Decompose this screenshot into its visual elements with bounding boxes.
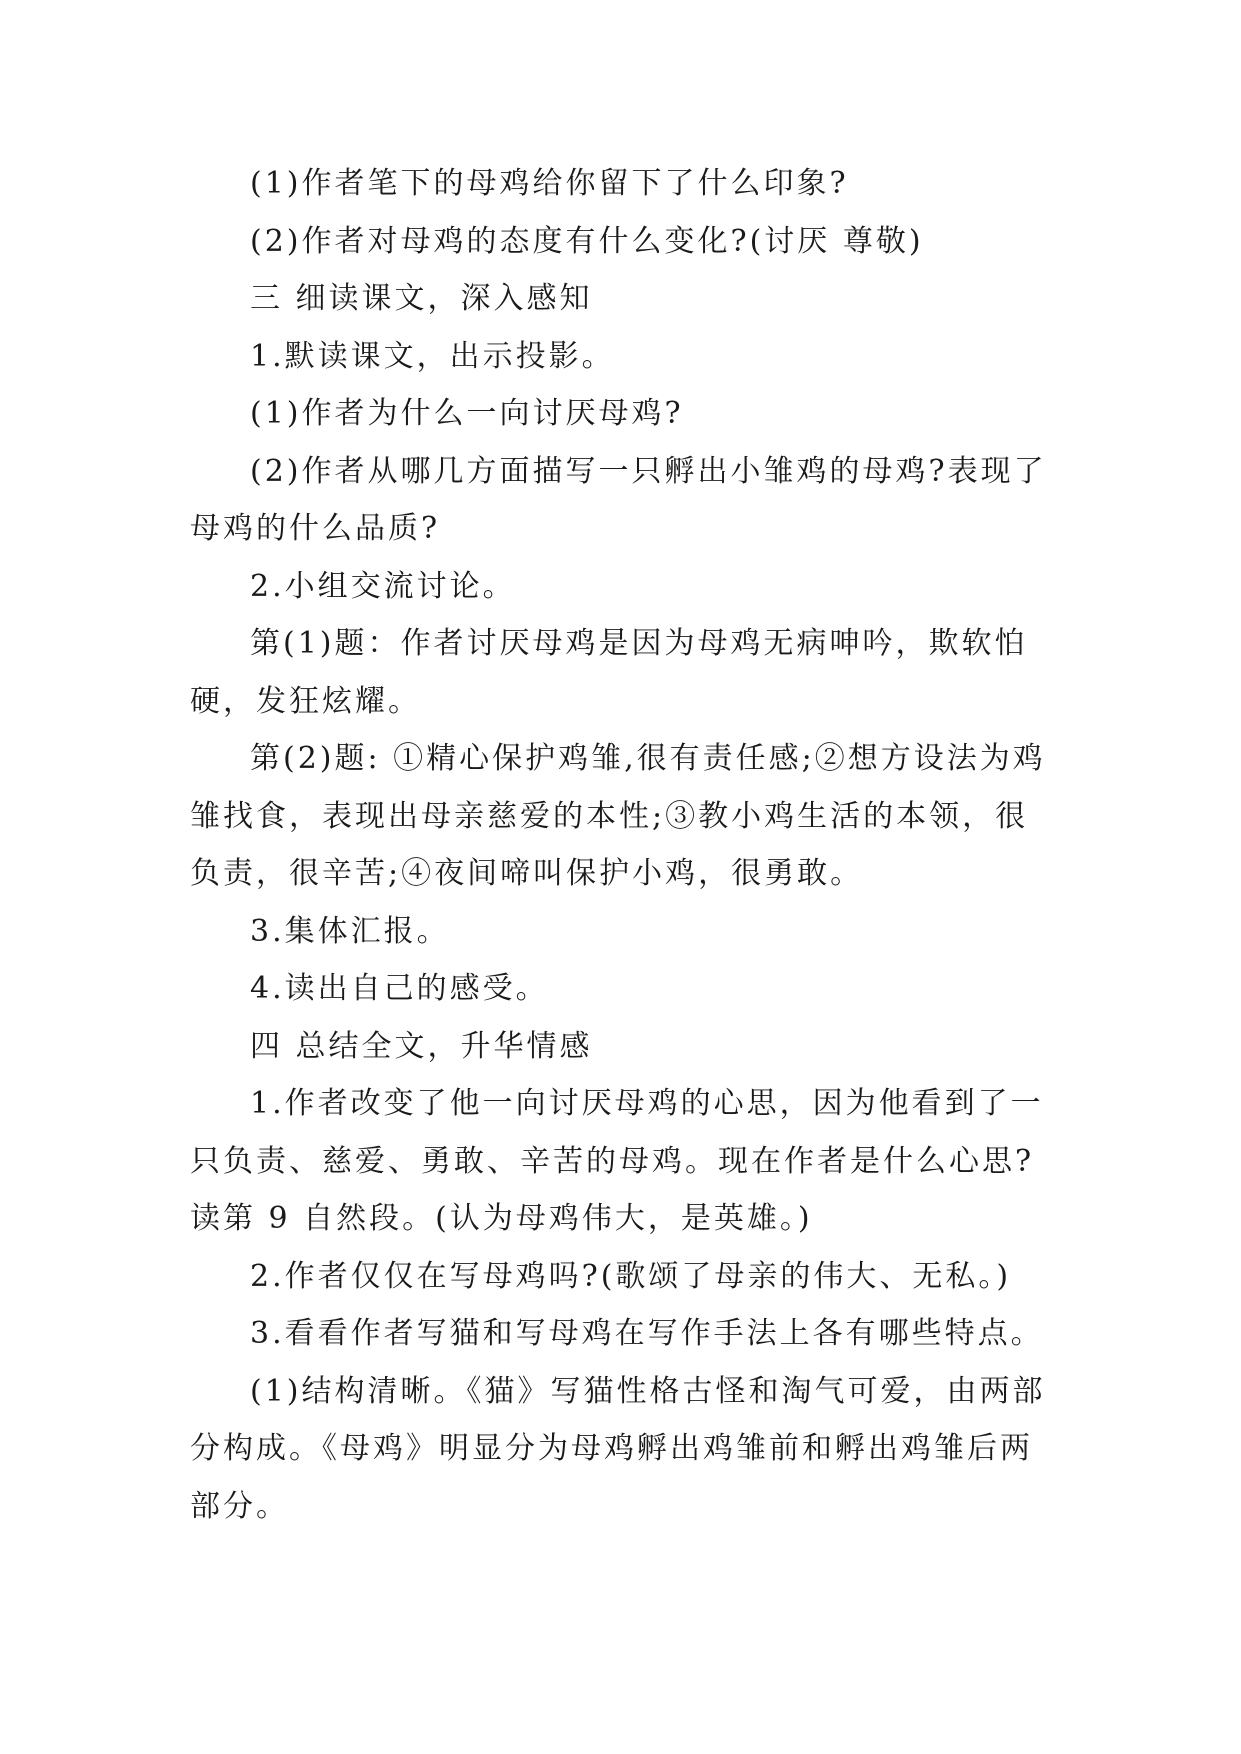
paragraph-summary-1: 1.作者改变了他一向讨厌母鸡的心思，因为他看到了一只负责、慈爱、勇敢、辛苦的母鸡。现在作者是什么心思?读第 9 自然段。(认为母鸡伟大，是英雄。): [190, 1086, 1044, 1236]
paragraph-step-1: 1.默读课文，出示投影。: [250, 338, 615, 374]
paragraph-sub-question-1: (1)作者为什么一向讨厌母鸡?: [250, 396, 684, 431]
paragraph-summary-3: 3.看看作者写猫和写母鸡在写作手法上各有哪些特点。: [250, 1316, 1044, 1351]
paragraph-question-2: (2)作者对母鸡的态度有什么变化?(讨厌 尊敬): [250, 223, 924, 259]
paragraph-answer-2: 第(2)题: ①精心保护鸡雏,很有责任感;②想方设法为鸡雏找食，表现出母亲慈爱的本性;③教小鸡生活的本领，很负责，很辛苦;④夜间啼叫保护小鸡，很勇敢。: [190, 741, 1046, 891]
paragraph-summary-2: 2.作者仅仅在写母鸡吗?(歌颂了母亲的伟大、无私。): [250, 1258, 1012, 1294]
paragraph-step-3: 3.集体汇报。: [250, 913, 450, 949]
document-body: [190, 155, 1050, 1535]
paragraph-step-2: 2.小组交流讨论。: [250, 568, 516, 604]
section-heading-3: 三 细读课文，深入感知: [250, 281, 593, 316]
paragraph-answer-1: 第(1)题：作者讨厌母鸡是因为母鸡无病呻吟，欺软怕硬，发狂炫耀。: [190, 626, 1028, 719]
paragraph-structure: (1)结构清晰。《猫》写猫性格古怪和淘气可爱，由两部分构成。《母鸡》明显分为母鸡孵出鸡雏前和孵出鸡雏后两部分。: [190, 1373, 1046, 1524]
paragraph-question-1: (1)作者笔下的母鸡给你留下了什么印象?: [250, 166, 849, 201]
section-heading-4: 四 总结全文，升华情感: [250, 1028, 593, 1064]
paragraph-sub-question-2: (2)作者从哪几方面描写一只孵出小雏鸡的母鸡?表现了母鸡的什么品质?: [190, 453, 1047, 546]
paragraph-step-4: 4.读出自己的感受。: [250, 971, 549, 1006]
